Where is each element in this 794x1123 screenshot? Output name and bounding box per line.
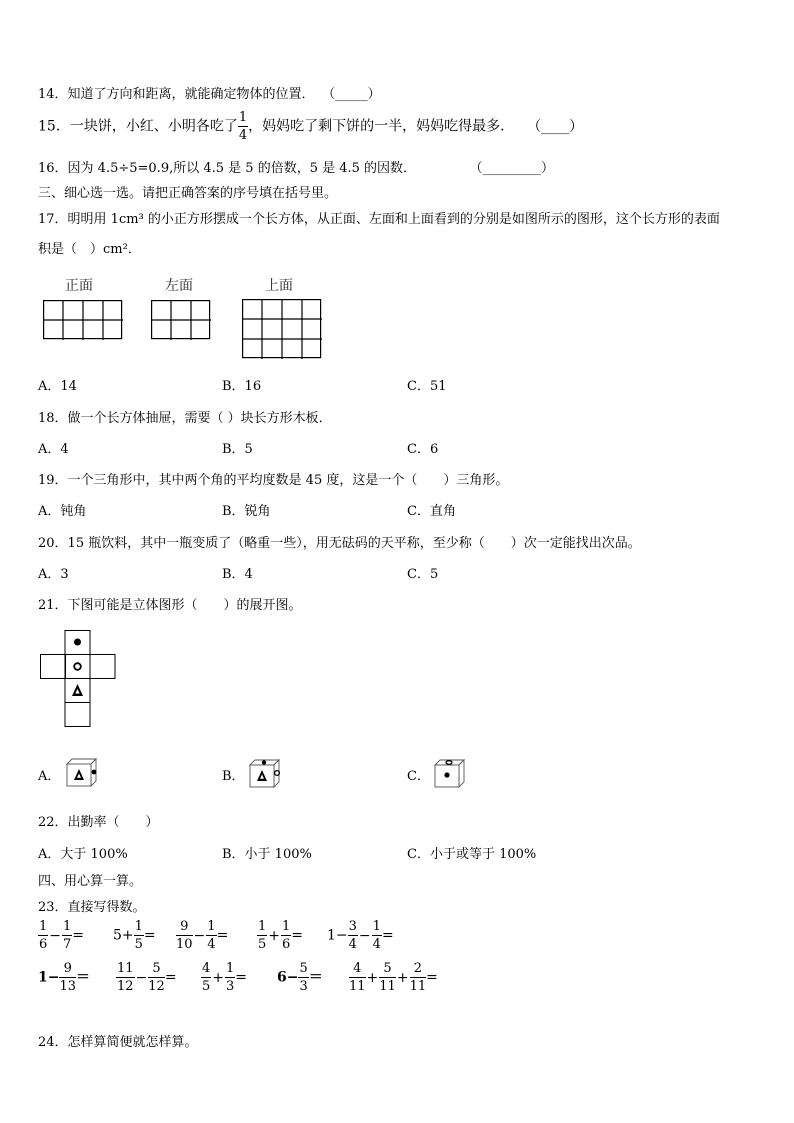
q18-number: 18． (38, 411, 68, 426)
top-view-grid (242, 299, 322, 359)
q19-text: 一个三角形中，其中两个角的平均度数是 45 度，这是一个（ ）三角形。 (67, 473, 509, 488)
q16-answer-blank[interactable]: （_________） (476, 161, 555, 176)
question-15 (38, 111, 583, 142)
question-17-line1 (38, 208, 720, 227)
q20-option-c[interactable]: C．5 (407, 567, 439, 582)
view-label-left: 左面 (165, 278, 193, 294)
left-view-grid (151, 300, 211, 340)
view-label-front: 正面 (65, 278, 93, 294)
q19-number: 19． (38, 473, 68, 488)
q16-text: 因为 4.5÷5=0.9,所以 4.5 是 5 的倍数，5 是 4.5 的因数． (67, 161, 417, 176)
q22-text: 出勤率（ ） (67, 815, 159, 830)
calc-2-2: $\frac{11}{12}$ − $\frac{5}{12}$ = (117, 961, 177, 994)
q21-option-a[interactable]: A． (38, 769, 61, 784)
q17-text-line1: 明明用 1cm³ 的小正方形摆成一个长方体，从正面、左面和上面看到的分别是如图所示的图形，这个长方形的表面 (67, 212, 720, 227)
q17-number: 17． (38, 212, 68, 227)
q21-option-b[interactable]: B． (222, 769, 245, 784)
q17-text-line2: 积是（ ）cm²． (38, 242, 141, 257)
q24-number: 24． (38, 1035, 68, 1050)
q22-option-b[interactable]: B．小于 100% (222, 847, 312, 862)
calc-1-5: 1− $\frac{3}{4}$ − $\frac{1}{4}$ = (327, 919, 394, 952)
q14-answer-blank[interactable]: （_____） (328, 87, 381, 102)
q17-option-b[interactable]: B．16 (222, 379, 262, 394)
front-view-grid (43, 300, 123, 340)
q22-option-a[interactable]: A．大于 100% (38, 847, 128, 862)
q15-text-a: 一块饼，小红、小明各吃了 (69, 118, 238, 135)
q15-text-b: ，妈妈吃了剩下饼的一半，妈妈吃得最多． (248, 118, 515, 135)
q17-option-c[interactable]: C．51 (407, 379, 447, 394)
ring-icon (74, 663, 81, 670)
view-label-top: 上面 (265, 278, 293, 294)
q20-text: 15 瓶饮料，其中一瓶变质了（略重一些），用无砝码的天平称，至少称（ ）次一定能找出次品。 (67, 536, 641, 551)
section-4-heading: 四、用心算一算。 (38, 874, 143, 889)
q21-text: 下图可能是立体图形（ ）的展开图。 (67, 598, 302, 613)
question-24 (38, 1031, 198, 1050)
q14-number: 14． (38, 87, 68, 102)
calc-2-3: $\frac{4}{5}$ + $\frac{1}{3}$ = (202, 961, 248, 994)
q15-number: 15． (38, 118, 70, 135)
cube-net-diagram (40, 630, 120, 730)
q19-option-c[interactable]: C．直角 (407, 504, 456, 519)
calc-1-3: $\frac{9}{10}$ − $\frac{1}{4}$ = (176, 919, 229, 952)
calc-2-1: 1− $\frac{9}{13}$ ＝ (38, 961, 91, 994)
calc-2-4: 6− $\frac{5}{3}$ ＝ (277, 961, 323, 994)
question-23 (38, 896, 146, 915)
q18-option-b[interactable]: B．5 (222, 442, 253, 457)
q16-number: 16． (38, 161, 68, 176)
question-18 (38, 407, 332, 426)
question-20 (38, 532, 641, 551)
q18-text: 做一个长方体抽屉，需要（ ）块长方形木板． (67, 411, 332, 426)
question-21 (38, 594, 302, 613)
q20-option-a[interactable]: A．3 (38, 567, 69, 582)
question-14 (38, 83, 381, 102)
question-22 (38, 811, 159, 830)
calc-1-2: 5+ $\frac{1}{5}$ = (113, 919, 156, 952)
q21-option-c[interactable]: C． (407, 769, 430, 784)
q22-option-c[interactable]: C．小于或等于 100% (407, 847, 537, 862)
q18-option-c[interactable]: C．6 (407, 442, 439, 457)
q23-text: 直接写得数。 (67, 900, 146, 915)
question-16 (38, 157, 554, 176)
cube-c-icon[interactable] (430, 755, 470, 789)
calc-1-4: $\frac{1}{5}$ + $\frac{1}{6}$ = (258, 919, 304, 952)
calc-1-1: $\frac{1}{6}$ − $\frac{1}{7}$ = (39, 919, 85, 952)
q20-number: 20． (38, 536, 68, 551)
q21-number: 21． (38, 598, 68, 613)
q17-option-a[interactable]: A．14 (38, 379, 77, 394)
q15-answer-blank[interactable]: （____） (534, 118, 584, 135)
q20-option-b[interactable]: B．4 (222, 567, 253, 582)
cube-a-icon[interactable] (62, 756, 102, 788)
q18-option-a[interactable]: A．4 (38, 442, 69, 457)
q23-number: 23． (38, 900, 68, 915)
q24-text: 怎样算简便就怎样算。 (67, 1035, 198, 1050)
cube-b-icon[interactable] (245, 755, 285, 789)
question-19 (38, 469, 508, 488)
q19-option-b[interactable]: B．锐角 (222, 504, 271, 519)
q22-number: 22． (38, 815, 68, 830)
solid-dot-icon (74, 639, 81, 646)
q15-fraction: $\frac{1}{4}$ (238, 110, 248, 143)
calc-2-5: $\frac{4}{11}$ + $\frac{5}{11}$ + $\frac{2}{11}$ = (349, 961, 438, 994)
q14-text: 知道了方向和距离，就能确定物体的位置． (67, 87, 315, 102)
q19-option-a[interactable]: A．钝角 (38, 504, 87, 519)
section-3-heading: 三、细心选一选。请把正确答案的序号填在括号里。 (38, 186, 338, 201)
